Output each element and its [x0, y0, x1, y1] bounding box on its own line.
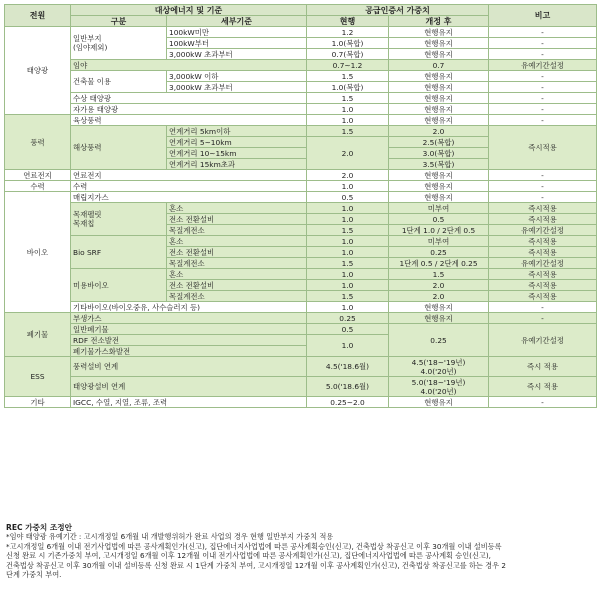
cell-revised: 4.5('18~'19년) 4.0('20년): [389, 357, 489, 377]
table-row: [5, 71, 597, 82]
cell-revised: 0.5: [389, 214, 489, 225]
cell-note: 즉시적용: [489, 247, 597, 258]
cell-current: 1.2: [307, 27, 389, 38]
header-weight: 공급인증서 가중치: [307, 5, 489, 16]
cell-note: 유예기간설정: [489, 324, 597, 357]
cell-current: 1.5: [307, 258, 389, 269]
cell-current: 1.5: [307, 291, 389, 302]
cell-note: -: [489, 302, 597, 313]
table-row: [5, 302, 597, 313]
cell-current: 4.5('18.6월): [307, 357, 389, 377]
cell-revised: 현행유지: [389, 49, 489, 60]
cell-note: -: [489, 313, 597, 324]
cell-current: 1.0: [307, 203, 389, 214]
cell-note: -: [489, 170, 597, 181]
cell-revised: 2.0: [389, 291, 489, 302]
cell-current: 1.0(복합): [307, 38, 389, 49]
cell-detail: 전소 전환설비: [167, 247, 307, 258]
header-revised: 개정 후: [389, 16, 489, 27]
cell-revised: 현행유지: [389, 104, 489, 115]
cell-revised: 현행유지: [389, 302, 489, 313]
cell-note: -: [489, 93, 597, 104]
cell-current: 0.5: [307, 324, 389, 335]
table-row: [5, 27, 597, 38]
cell-current: 1.5: [307, 93, 389, 104]
cell-revised: 현행유지: [389, 170, 489, 181]
cell-detail: 100kW부터: [167, 38, 307, 49]
header-detail: 세부기준: [167, 16, 307, 27]
cell-note: -: [489, 71, 597, 82]
table-row: [5, 192, 597, 203]
cell-detail: 목질계전소: [167, 258, 307, 269]
note-line: *임야 태양광 유예기간 : 고시개정일 6개월 내 개발행위허가 완료 사업의 경우 현행 일반부지 가중치 적용: [6, 532, 334, 542]
cell-note: 유예기간설정: [489, 60, 597, 71]
table-row: [5, 93, 597, 104]
cell-detail: 혼소: [167, 236, 307, 247]
header-kind: 구분: [71, 16, 167, 27]
cell-kind: 일반폐기물: [71, 324, 307, 335]
note-line: 건축법상 착공신고 이후 30개월 이내 설비등록 신청 완료 시 1단계 가중치 부여, 고시개정일 12개월 이후 공사계획인가(신고), 건축법상 착공신고를 하는 경우 2: [6, 560, 506, 570]
table-row: [5, 269, 597, 280]
table-row: [5, 377, 597, 397]
cell-kind: 태양광설비 연계: [71, 377, 307, 397]
cell-current: 1.0: [307, 115, 389, 126]
header-target: 대상에너지 및 기준: [71, 5, 307, 16]
cell-revised: 미부여: [389, 236, 489, 247]
cell-note: 즉시적용: [489, 203, 597, 214]
cell-note: 즉시적용: [489, 269, 597, 280]
cell-revised: 현행유지: [389, 313, 489, 324]
cell-current: 1.0: [307, 302, 389, 313]
cell-current: 0.5: [307, 192, 389, 203]
cell-kind: 풍력설비 연계: [71, 357, 307, 377]
cell-current: 1.0: [307, 214, 389, 225]
cell-kind: IGCC, 수열, 지열, 조류, 조력: [71, 397, 307, 408]
cell-current: 1.0: [307, 236, 389, 247]
cell-kind: 육상풍력: [71, 115, 307, 126]
cell-note: 즉시 적용: [489, 377, 597, 397]
cell-current: 0.7~1.2: [307, 60, 389, 71]
table-row: [5, 115, 597, 126]
cell-detail: 목질계전소: [167, 225, 307, 236]
cell-detail: 전소 전환설비: [167, 280, 307, 291]
cell-current: 1.5: [307, 71, 389, 82]
cell-revised: 1.5: [389, 269, 489, 280]
cell-detail: 연계거리 5~10km: [167, 137, 307, 148]
cell-revised: 현행유지: [389, 181, 489, 192]
table-row: [5, 236, 597, 247]
header-source: 전원: [5, 5, 71, 27]
cell-note: 즉시 적용: [489, 357, 597, 377]
header-note: 비고: [489, 5, 597, 27]
cell-current: 1.0: [307, 247, 389, 258]
cell-note: -: [489, 397, 597, 408]
cell-note: -: [489, 115, 597, 126]
cell-revised: 현행유지: [389, 397, 489, 408]
cell-revised: 현행유지: [389, 115, 489, 126]
cell-current: 5.0('18.6월): [307, 377, 389, 397]
cell-revised: 미부여: [389, 203, 489, 214]
cell-note: -: [489, 38, 597, 49]
cell-revised: 현행유지: [389, 192, 489, 203]
cell-current: 1.5: [307, 126, 389, 137]
note-line: 신청 완료 시 기존가중치 부여, 고시개정일 6개월 이후 12개월 이내 전기사업법에 따른 공사계획인가(신고), 집단에너지사업법에 따른 공사계획 승인(신고),: [6, 551, 491, 561]
cell-kind: Bio SRF: [71, 236, 167, 269]
cell-detail: 100kW미만: [167, 27, 307, 38]
cell-detail: 전소 전환설비: [167, 214, 307, 225]
header-current: 현행: [307, 16, 389, 27]
cell-current: 0.7(복합): [307, 49, 389, 60]
cell-note: 즉시적용: [489, 236, 597, 247]
cell-detail: 목질계전소: [167, 291, 307, 302]
notes-title: REC 가중치 조정안: [6, 523, 72, 532]
table-row: [5, 397, 597, 408]
table-row: [5, 324, 597, 335]
cell-detail: 연계거리 15km초과: [167, 159, 307, 170]
group-waste: 폐기물: [5, 313, 71, 357]
group-bio: 바이오: [5, 192, 71, 313]
cell-kind: 건축물 이용: [71, 71, 167, 93]
cell-kind: RDF 전소발전: [71, 335, 307, 346]
cell-detail: 연계거리 10~15km: [167, 148, 307, 159]
cell-note: -: [489, 181, 597, 192]
table-row: [5, 313, 597, 324]
cell-revised: 0.7: [389, 60, 489, 71]
cell-revised: 현행유지: [389, 38, 489, 49]
note-line: *고시개정일 6개월 이내 전기사업법에 따른 공사계획인가(신고), 집단에너지사업법에 따른 공사계획승인(신고), 건축법상 착공신고 이후 30개월 이내 설비등록: [6, 541, 502, 551]
cell-kind: 연료전지: [71, 170, 307, 181]
footnotes: [6, 523, 596, 579]
cell-detail: 혼소: [167, 269, 307, 280]
cell-kind: 자가용 태양광: [71, 104, 307, 115]
cell-kind: 일반부지 (임야제외): [71, 27, 167, 60]
cell-revised: 2.5(복합): [389, 137, 489, 148]
header-row-1: [5, 5, 597, 16]
cell-note: -: [489, 104, 597, 115]
cell-note: -: [489, 192, 597, 203]
cell-kind: 임야: [71, 60, 307, 71]
group-wind: 풍력: [5, 115, 71, 170]
cell-current: 1.0: [307, 104, 389, 115]
table-row: [5, 357, 597, 377]
cell-note: 즉시적용: [489, 291, 597, 302]
cell-kind: 폐기물가스화발전: [71, 346, 307, 357]
cell-note: -: [489, 82, 597, 93]
cell-kind: 매립지가스: [71, 192, 307, 203]
group-hydro: 수력: [5, 181, 71, 192]
cell-kind: 수상 태양광: [71, 93, 307, 104]
table-row: [5, 104, 597, 115]
cell-kind: 미용바이오: [71, 269, 167, 302]
cell-detail: 3,000kW 초과부터: [167, 49, 307, 60]
cell-kind: 수력: [71, 181, 307, 192]
cell-kind: 목재펠릿 목재칩: [71, 203, 167, 236]
cell-revised: 현행유지: [389, 93, 489, 104]
table-row: [5, 203, 597, 214]
cell-detail: 3,000kW 초과부터: [167, 82, 307, 93]
cell-current: 1.0: [307, 181, 389, 192]
cell-note: -: [489, 49, 597, 60]
cell-note: 즉시적용: [489, 214, 597, 225]
cell-kind: 기타바이오(바이오중유, 사수슬러지 등): [71, 302, 307, 313]
cell-current: 0.25: [307, 313, 389, 324]
cell-revised: 현행유지: [389, 27, 489, 38]
cell-current: 1.5: [307, 225, 389, 236]
cell-current: 2.0: [307, 170, 389, 181]
cell-current: 2.0: [307, 137, 389, 170]
cell-note: 즉시적용: [489, 126, 597, 170]
cell-kind: 해상풍력: [71, 126, 167, 170]
cell-revised: 현행유지: [389, 71, 489, 82]
cell-detail: 연계거리 5km이하: [167, 126, 307, 137]
group-ess: ESS: [5, 357, 71, 397]
group-fuel-cell: 연료전지: [5, 170, 71, 181]
cell-revised: 0.25: [389, 324, 489, 357]
table-row: [5, 181, 597, 192]
cell-revised: 0.25: [389, 247, 489, 258]
cell-current: 1.0: [307, 280, 389, 291]
cell-detail: 3,000kW 이하: [167, 71, 307, 82]
cell-current: 1.0: [307, 335, 389, 357]
table-row: [5, 126, 597, 137]
cell-detail: 혼소: [167, 203, 307, 214]
cell-current: 0.25~2.0: [307, 397, 389, 408]
cell-revised: 3.0(복합): [389, 148, 489, 159]
rec-weight-table: [4, 4, 597, 408]
table-row: [5, 170, 597, 181]
cell-revised: 1단계 1.0 / 2단계 0.5: [389, 225, 489, 236]
cell-note: 유예기간설정: [489, 225, 597, 236]
cell-kind: 부생가스: [71, 313, 307, 324]
cell-revised: 1단계 0.5 / 2단계 0.25: [389, 258, 489, 269]
cell-revised: 3.5(복합): [389, 159, 489, 170]
table-row: [5, 60, 597, 71]
cell-revised: 현행유지: [389, 82, 489, 93]
cell-revised: 5.0('18~'19년) 4.0('20년): [389, 377, 489, 397]
cell-revised: 2.0: [389, 280, 489, 291]
group-solar: 태양광: [5, 27, 71, 115]
note-line: 단계 가중치 부여.: [6, 570, 62, 580]
cell-note: -: [489, 27, 597, 38]
cell-note: 유예기간설정: [489, 258, 597, 269]
cell-note: 즉시적용: [489, 280, 597, 291]
cell-current: 1.0(복합): [307, 82, 389, 93]
group-etc: 기타: [5, 397, 71, 408]
cell-current: 1.0: [307, 269, 389, 280]
cell-revised: 2.0: [389, 126, 489, 137]
